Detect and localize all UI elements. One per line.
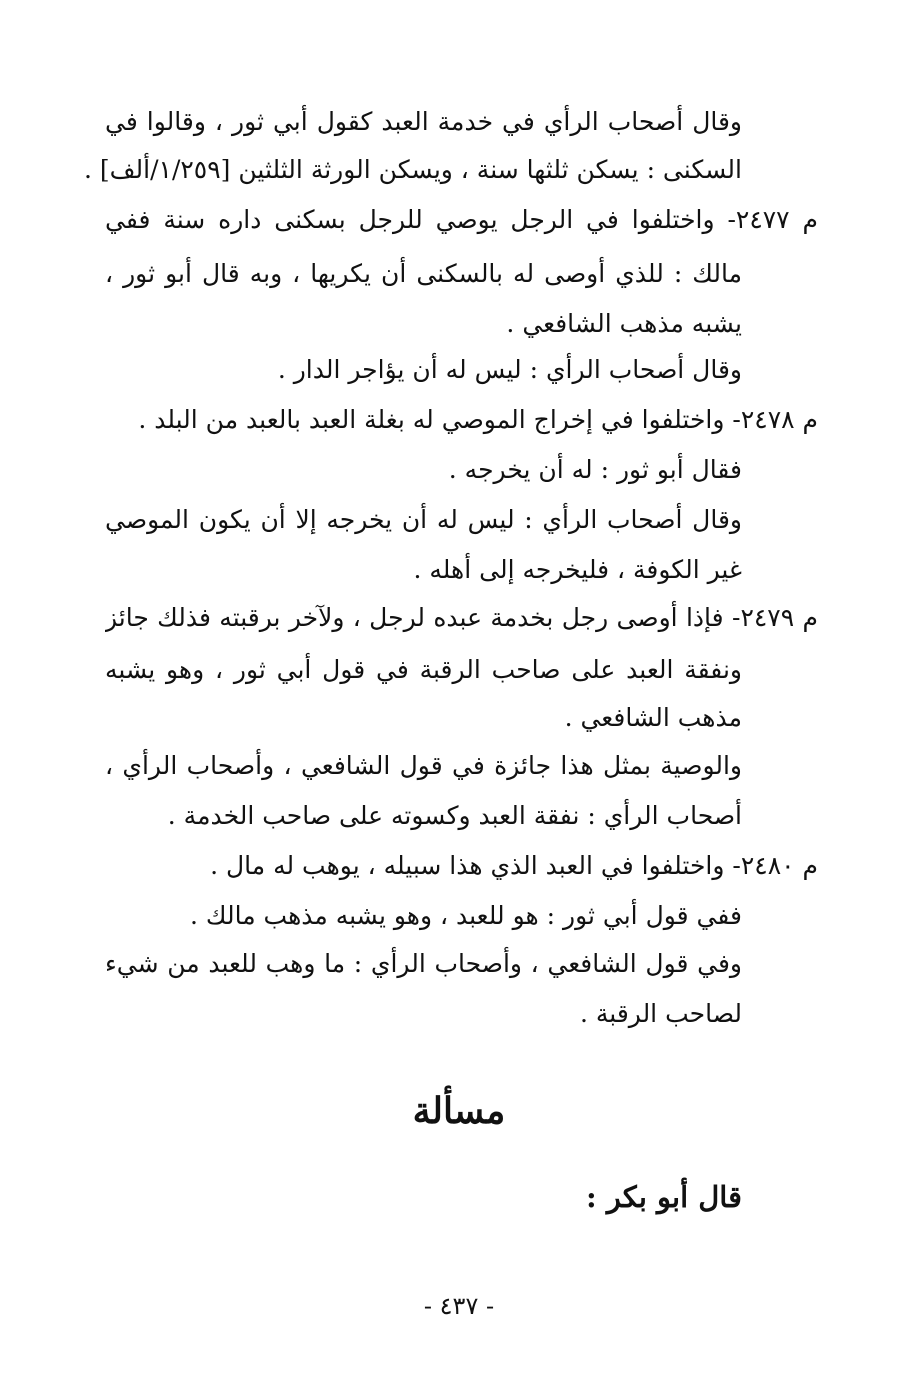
- text-line-12: ونفقة العبد على صاحب الرقبة في قول أبي ثور ، وهو يشبه: [105, 655, 742, 684]
- text-line-8: فقال أبو ثور : له أن يخرجه .: [448, 455, 742, 484]
- text-line-5: يشبه مذهب الشافعي .: [506, 309, 742, 338]
- text-line-16: م ٢٤٨٠- واختلفوا في العبد الذي هذا سبيله ، يوهب له مال .: [210, 851, 818, 880]
- text-line-2: السكنى : يسكن ثلثها سنة ، ويسكن الورثة الثلثين [١/٢٥٩/ألف] .: [84, 155, 742, 184]
- text-line-7: م ٢٤٧٨- واختلفوا في إخراج الموصي له بغلة العبد بالعبد من البلد .: [138, 405, 818, 434]
- section-heading: مسألة: [412, 1090, 506, 1132]
- text-line-14: والوصية بمثل هذا جائزة في قول الشافعي ، وأصحاب الرأي ،: [105, 751, 742, 780]
- page-number: - ٤٣٧ -: [423, 1292, 495, 1320]
- text-line-11: م ٢٤٧٩- فإذا أوصى رجل بخدمة عبده لرجل ، ولآخر برقبته فذلك جائز: [105, 603, 818, 632]
- text-line-13: مذهب الشافعي .: [564, 703, 742, 732]
- text-line-3: م ٢٤٧٧- واختلفوا في الرجل يوصي للرجل بسكنى داره سنة ففي: [105, 205, 818, 234]
- text-line-17: ففي قول أبي ثور : هو للعبد ، وهو يشبه مذهب مالك .: [190, 901, 742, 930]
- text-line-19: لصاحب الرقبة .: [579, 999, 742, 1028]
- text-line-10: غير الكوفة ، فليخرجه إلى أهله .: [413, 555, 742, 584]
- section-subheading: قال أبو بكر :: [586, 1180, 742, 1214]
- text-line-15: أصحاب الرأي : نفقة العبد وكسوته على صاحب الخدمة .: [167, 801, 742, 830]
- text-line-6: وقال أصحاب الرأي : ليس له أن يؤاجر الدار .: [277, 355, 742, 384]
- text-line-4: مالك : للذي أوصى له بالسكنى أن يكريها ، وبه قال أبو ثور ،: [105, 259, 742, 288]
- text-line-1: وقال أصحاب الرأي في خدمة العبد كقول أبي ثور ، وقالوا في: [105, 107, 742, 136]
- text-line-9: وقال أصحاب الرأي : ليس له أن يخرجه إلا أن يكون الموصي: [105, 505, 742, 534]
- text-line-18: وفي قول الشافعي ، وأصحاب الرأي : ما وهب للعبد من شيء: [105, 949, 742, 978]
